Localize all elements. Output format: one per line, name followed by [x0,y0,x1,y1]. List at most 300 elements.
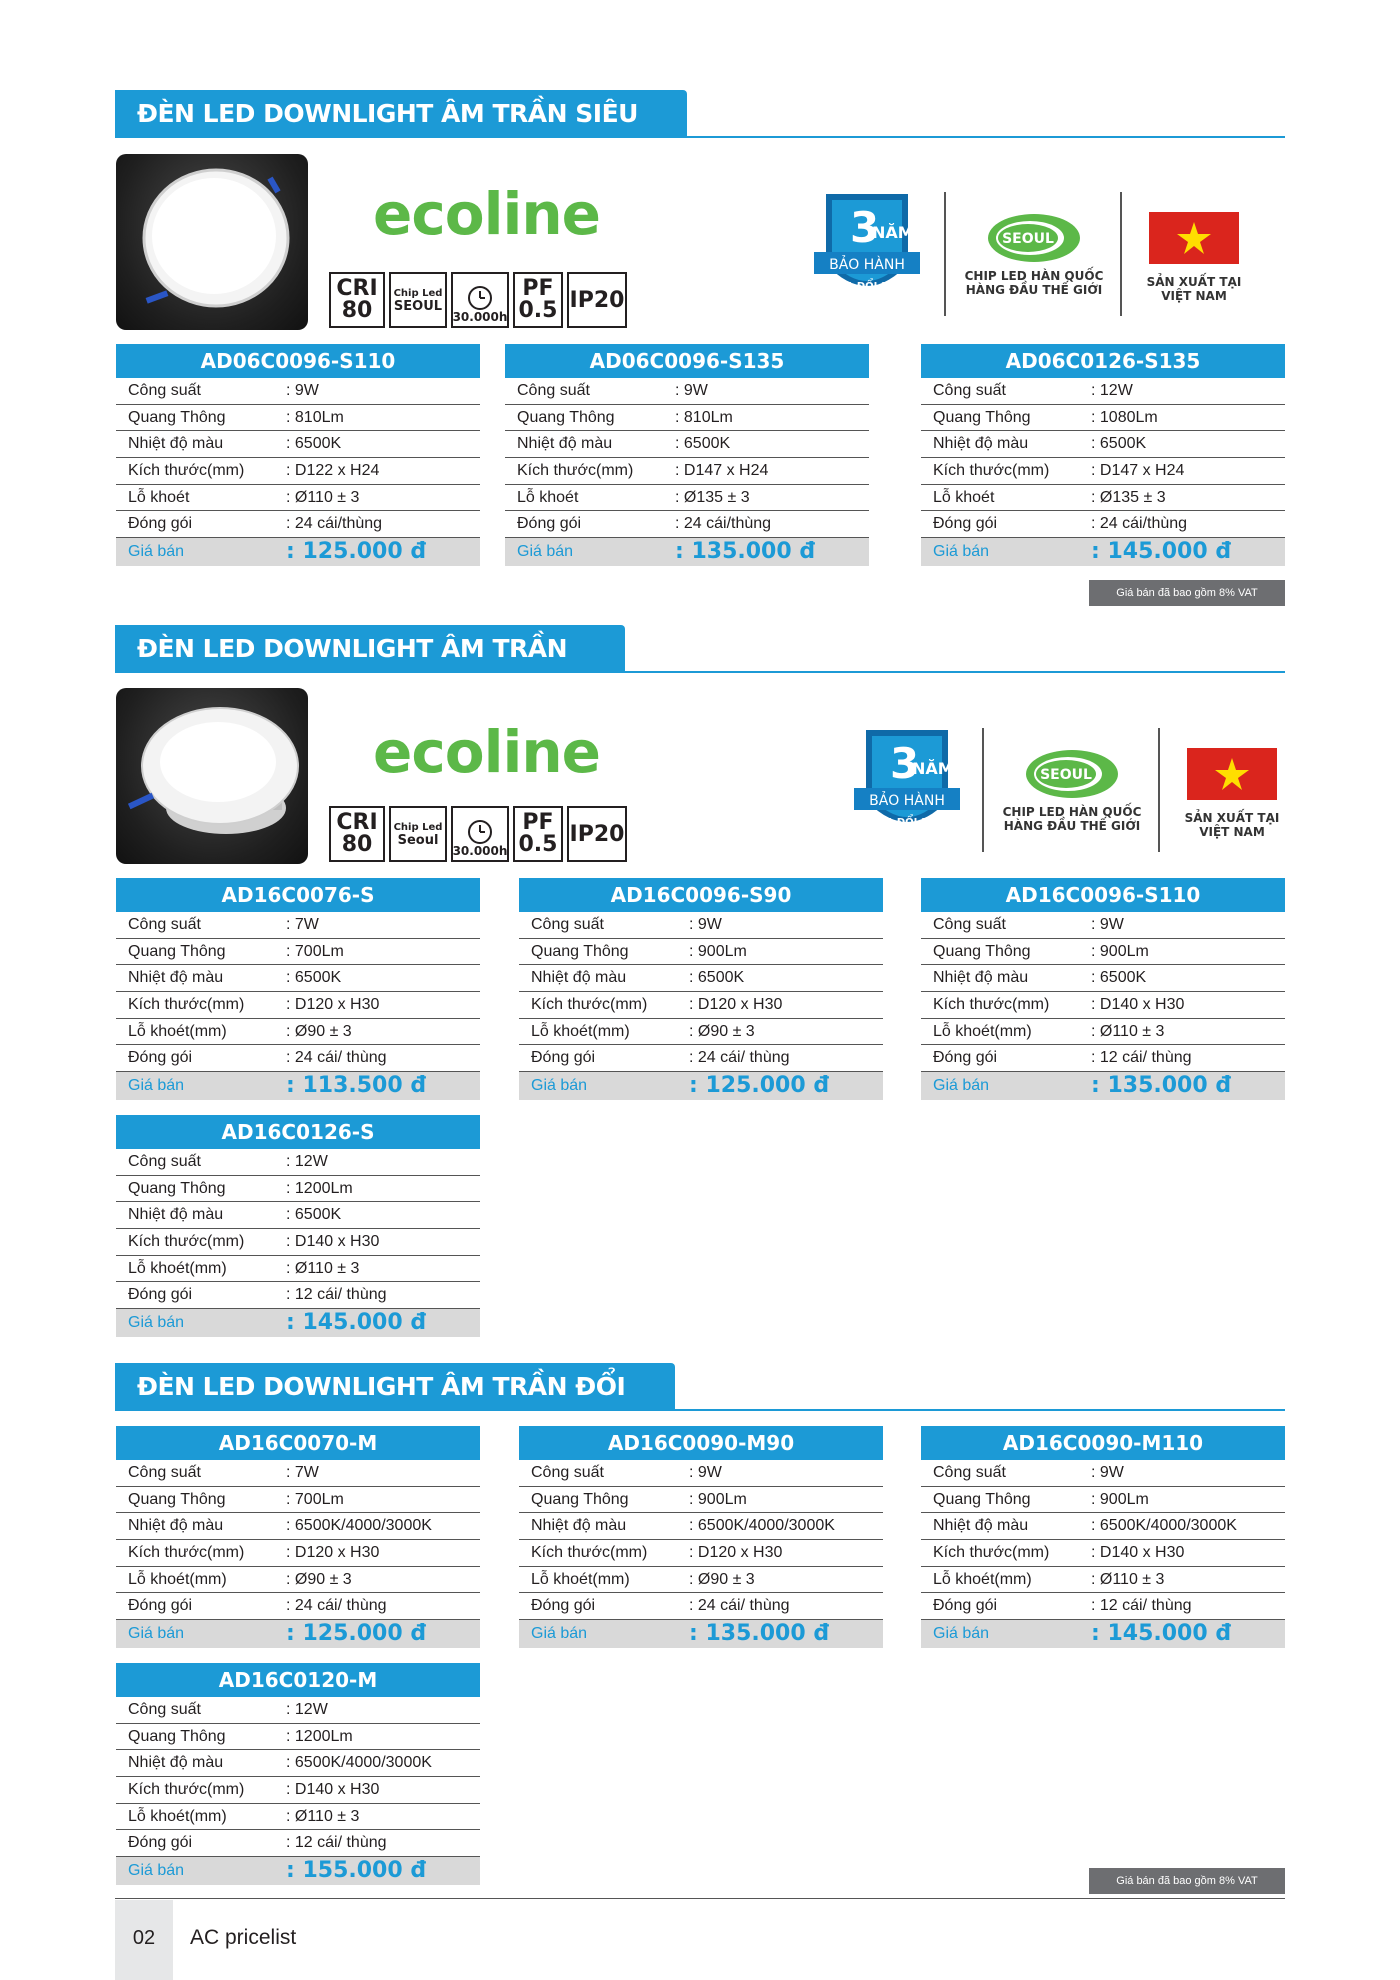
spec-label: Quang Thông [933,408,1031,426]
spec-row [116,1697,480,1724]
spec-label: Quang Thông [128,408,226,426]
section-header-ultra-thin [115,90,1285,140]
spec-value: : 7W [286,916,319,933]
spec-row [116,1750,480,1777]
spec-row [116,511,480,538]
spec-value: : 9W [675,382,708,399]
price-label: Giá bán [933,1077,990,1095]
spec-row [116,1149,480,1176]
spec-label: Lỗ khoét [933,488,995,506]
spec-row [116,405,480,432]
spec-row [116,485,480,512]
spec-row [116,1724,480,1751]
spec-row [116,965,480,992]
spec-row [921,912,1285,939]
price-row [116,1072,480,1100]
spec-value: : 24 cái/thùng [1091,515,1188,533]
spec-row [505,378,869,405]
spec-label: Kích thước(mm) [933,1544,1050,1562]
spec-label: Quang Thông [128,1179,226,1197]
spec-row [116,1045,480,1072]
spec-label: Lỗ khoét(mm) [128,1259,227,1277]
brand-logo-ecoline: ecoline [373,180,600,248]
spec-label: Quang Thông [933,942,1031,960]
spec-value: : 6500K/4000/3000K [286,1754,432,1772]
spec-value: : D147 x H24 [1091,462,1185,480]
price-row [116,1309,480,1337]
spec-row [921,405,1285,432]
spec-row [921,378,1285,405]
price-value: : 145.000 đ [1091,1621,1232,1647]
spec-row [921,458,1285,485]
spec-row [116,1256,480,1283]
spec-label: Kích thước(mm) [128,462,245,480]
price-value: : 155.000 đ [286,1858,427,1884]
spec-row [519,912,883,939]
product-card [116,344,480,566]
spec-value: : D120 x H30 [689,1544,783,1562]
spec-label: Kích thước(mm) [517,462,634,480]
price-label: Giá bán [128,1625,185,1643]
seoul-chip-block: SEOUL CHIP LED HÀN QUỐC HÀNG ĐẦU THẾ GIỚI [998,746,1146,833]
price-label: Giá bán [128,543,185,561]
svg-text:SEOUL: SEOUL [1002,231,1054,247]
lifetime-badge: 30.000h [451,806,509,862]
svg-text:NĂM: NĂM [872,223,914,242]
price-row [505,538,869,566]
vat-note: Giá bán đã bao gồm 8% VAT [1089,1868,1285,1894]
svg-text:• 1 ĐỔI 1 •: • 1 ĐỔI 1 • [876,817,938,828]
spec-value: : D120 x H30 [286,1544,380,1562]
spec-value: : Ø110 ± 3 [286,488,360,506]
clock-icon [467,285,493,311]
spec-label: Kích thước(mm) [933,996,1050,1014]
spec-label: Đóng gói [933,515,998,533]
spec-row [519,1593,883,1620]
spec-row [116,378,480,405]
spec-label: Đóng gói [933,1049,998,1067]
price-value: : 135.000 đ [1091,1073,1232,1099]
spec-row [519,992,883,1019]
spec-label: Kích thước(mm) [128,1544,245,1562]
spec-value: : Ø110 ± 3 [286,1259,360,1277]
section-underline [115,136,1285,138]
spec-label: Quang Thông [531,942,629,960]
seoul-chip-block: SEOUL CHIP LED HÀN QUỐC HÀNG ĐẦU THẾ GIỚI [960,210,1108,297]
spec-row [505,485,869,512]
spec-value: : Ø110 ± 3 [1091,1570,1165,1588]
spec-label: Nhiệt độ màu [128,1754,224,1772]
spec-value: : Ø90 ± 3 [286,1022,352,1040]
ip-badge: IP20 [567,272,627,328]
spec-row [116,1777,480,1804]
spec-value: : 6500K [1091,435,1147,453]
spec-value: : 24 cái/thùng [675,515,772,533]
spec-label: Công suất [517,382,590,399]
price-label: Giá bán [128,1314,185,1332]
spec-value: : 810Lm [675,408,733,426]
spec-value: : 24 cái/ thùng [286,1049,387,1067]
price-label: Giá bán [128,1862,185,1880]
spec-label: Đóng gói [128,1049,193,1067]
spec-row [519,1567,883,1594]
spec-value: : 12 cái/ thùng [1091,1597,1192,1615]
product-card [519,1426,883,1648]
product-photo-downlight [116,688,308,864]
product-code: AD16C0090-M90 [519,1426,883,1460]
price-value: : 135.000 đ [689,1621,830,1647]
cri-badge: CRI 80 [329,272,385,328]
spec-value: : 900Lm [1091,942,1149,960]
spec-row [921,1019,1285,1046]
spec-row [921,1460,1285,1487]
spec-label: Kích thước(mm) [128,996,245,1014]
product-card [921,1426,1285,1648]
spec-label: Kích thước(mm) [933,462,1050,480]
spec-value: : Ø135 ± 3 [1091,488,1166,506]
price-value: : 125.000 đ [286,1621,427,1647]
spec-label: Quang Thông [531,1490,629,1508]
spec-value: : 900Lm [689,942,747,960]
spec-value: : 6500K [675,435,731,453]
spec-row [921,1593,1285,1620]
price-value: : 145.000 đ [1091,539,1232,565]
spec-value: : Ø90 ± 3 [689,1022,755,1040]
section-title: ĐÈN LED DOWNLIGHT ÂM TRẦN ĐỔI [115,1363,675,1411]
price-label: Giá bán [933,543,990,561]
spec-row [519,1045,883,1072]
section-header-recessed [115,625,1285,675]
spec-row [519,939,883,966]
spec-label: Lỗ khoét(mm) [531,1570,630,1588]
spec-row [519,1487,883,1514]
price-row [116,538,480,566]
spec-row [116,939,480,966]
spec-label: Nhiệt độ màu [128,1206,224,1224]
price-row [921,538,1285,566]
spec-label: Đóng gói [128,1834,193,1852]
spec-icons [329,272,627,328]
spec-value: : 24 cái/thùng [286,515,383,533]
spec-label: Quang Thông [128,1490,226,1508]
svg-text:BẢO HÀNH: BẢO HÀNH [869,793,945,809]
pf-badge: PF 0.5 [513,806,563,862]
spec-label: Đóng gói [128,515,193,533]
spec-row [116,1229,480,1256]
spec-row [116,1513,480,1540]
spec-row [116,1176,480,1203]
spec-row [505,511,869,538]
spec-row [519,1019,883,1046]
spec-value: : D140 x H30 [286,1233,380,1251]
price-row [116,1857,480,1885]
spec-value: : 9W [1091,1464,1124,1481]
spec-row [505,431,869,458]
spec-value: : D140 x H30 [286,1781,380,1799]
section-underline [115,1409,1285,1411]
spec-label: Lỗ khoét(mm) [531,1022,630,1040]
spec-label: Đóng gói [128,1597,193,1615]
product-card [116,1115,480,1337]
spec-value: : 700Lm [286,1490,344,1508]
product-card [921,878,1285,1100]
spec-label: Lỗ khoét(mm) [933,1022,1032,1040]
spec-value: : 24 cái/ thùng [689,1049,790,1067]
spec-value: : Ø135 ± 3 [675,488,750,506]
spec-row [116,912,480,939]
spec-row [116,458,480,485]
spec-row [921,1487,1285,1514]
svg-text:SEOUL: SEOUL [1040,767,1092,783]
spec-row [116,1282,480,1309]
spec-value: : D122 x H24 [286,462,380,480]
spec-label: Kích thước(mm) [128,1233,245,1251]
spec-icons [329,806,627,862]
divider [982,728,984,852]
spec-label: Lỗ khoét [517,488,579,506]
spec-label: Nhiệt độ màu [933,969,1029,987]
product-code: AD16C0096-S110 [921,878,1285,912]
product-card [505,344,869,566]
product-code: AD06C0096-S110 [116,344,480,378]
spec-value: : 1080Lm [1091,408,1158,426]
spec-value: : 6500K [286,969,342,987]
shield-icon [812,190,922,310]
vat-note: Giá bán đã bao gồm 8% VAT [1089,580,1285,606]
price-label: Giá bán [933,1625,990,1643]
spec-value: : 12 cái/ thùng [286,1834,387,1852]
pf-badge: PF 0.5 [513,272,563,328]
spec-value: : 9W [689,916,722,933]
chip-led-badge: Chip Led SEOUL [389,272,447,328]
spec-row [519,1513,883,1540]
vietnam-made-block: SẢN XUẤT TẠI VIỆT NAM [1138,212,1250,303]
vietnam-flag-icon [1149,212,1239,264]
spec-row [116,1540,480,1567]
spec-label: Kích thước(mm) [531,1544,648,1562]
spec-row [519,965,883,992]
brand-logo-ecoline: ecoline [373,718,600,786]
spec-value: : 12W [286,1153,328,1170]
warranty-badge [852,726,962,846]
svg-text:• 1 ĐỔI 1 •: • 1 ĐỔI 1 • [836,281,898,292]
ip-badge: IP20 [567,806,627,862]
divider [1120,192,1122,316]
spec-label: Đóng gói [517,515,582,533]
spec-value: : 700Lm [286,942,344,960]
spec-value: : 9W [689,1464,722,1481]
seoul-logo-icon [984,210,1084,266]
spec-row [116,1830,480,1857]
price-row [921,1072,1285,1100]
product-code: AD16C0096-S90 [519,878,883,912]
svg-text:3: 3 [890,739,920,788]
clock-icon [467,819,493,845]
product-card [116,878,480,1100]
spec-row [921,485,1285,512]
product-code: AD16C0090-M110 [921,1426,1285,1460]
spec-value: : 6500K/4000/3000K [286,1517,432,1535]
spec-row [519,1460,883,1487]
spec-value: : 6500K [1091,969,1147,987]
spec-value: : 6500K/4000/3000K [689,1517,835,1535]
product-code: AD16C0076-S [116,878,480,912]
spec-value: : D140 x H30 [1091,996,1185,1014]
spec-label: Lỗ khoét(mm) [933,1570,1032,1588]
divider [944,192,946,316]
spec-value: : 810Lm [286,408,344,426]
svg-text:3: 3 [850,203,880,252]
spec-row [505,458,869,485]
price-value: : 125.000 đ [689,1073,830,1099]
price-label: Giá bán [128,1077,185,1095]
spec-value: : 6500K [689,969,745,987]
spec-value: : 6500K/4000/3000K [1091,1517,1237,1535]
spec-label: Nhiệt độ màu [517,435,613,453]
spec-row [116,1019,480,1046]
spec-label: Nhiệt độ màu [128,969,224,987]
spec-row [921,1045,1285,1072]
page-number: 02 [115,1900,173,1980]
spec-label: Quang Thông [933,1490,1031,1508]
spec-label: Nhiệt độ màu [531,1517,627,1535]
spec-row [116,1804,480,1831]
spec-label: Công suất [933,1464,1006,1481]
price-row [116,1620,480,1648]
spec-row [116,1593,480,1620]
spec-row [921,1540,1285,1567]
spec-label: Công suất [128,1701,201,1718]
price-label: Giá bán [531,1077,588,1095]
spec-value: : D147 x H24 [675,462,769,480]
spec-row [921,1513,1285,1540]
price-row [921,1620,1285,1648]
spec-value: : 6500K [286,435,342,453]
section-title: ĐÈN LED DOWNLIGHT ÂM TRẦN [115,625,625,673]
spec-value: : 900Lm [689,1490,747,1508]
spec-label: Lỗ khoét(mm) [128,1570,227,1588]
spec-label: Nhiệt độ màu [128,1517,224,1535]
spec-value: : 900Lm [1091,1490,1149,1508]
price-value: : 113.500 đ [286,1073,427,1099]
spec-value: : Ø110 ± 3 [1091,1022,1165,1040]
spec-value: : Ø90 ± 3 [286,1570,352,1588]
spec-label: Quang Thông [128,942,226,960]
footer-title: AC pricelist [190,1926,297,1949]
seoul-logo-icon [1022,746,1122,802]
product-card [116,1426,480,1648]
spec-value: : D120 x H30 [689,996,783,1014]
spec-row [116,1567,480,1594]
spec-label: Lỗ khoét(mm) [128,1022,227,1040]
product-photo-slim-panel [116,154,308,330]
price-row [519,1620,883,1648]
spec-label: Công suất [128,382,201,399]
warranty-badge [812,190,922,310]
section-title: ĐÈN LED DOWNLIGHT ÂM TRẦN SIÊU [115,90,687,138]
product-card [116,1663,480,1885]
spec-label: Lỗ khoét [128,488,190,506]
chip-led-badge: Chip Led Seoul [389,806,447,862]
spec-value: : 24 cái/ thùng [689,1597,790,1615]
spec-label: Nhiệt độ màu [531,969,627,987]
spec-label: Nhiệt độ màu [933,1517,1029,1535]
product-card [519,878,883,1100]
spec-value: : 9W [1091,916,1124,933]
spec-row [116,992,480,1019]
product-code: AD16C0126-S [116,1115,480,1149]
spec-value: : 1200Lm [286,1727,353,1745]
spec-label: Đóng gói [531,1049,596,1067]
spec-row [921,511,1285,538]
spec-value: : 6500K [286,1206,342,1224]
spec-label: Công suất [128,916,201,933]
spec-label: Nhiệt độ màu [128,435,224,453]
section-header-color-change [115,1363,1285,1413]
spec-label: Lỗ khoét(mm) [128,1807,227,1825]
spec-label: Quang Thông [517,408,615,426]
spec-label: Kích thước(mm) [531,996,648,1014]
price-value: : 145.000 đ [286,1310,427,1336]
spec-value: : 12W [1091,382,1133,399]
spec-label: Kích thước(mm) [128,1781,245,1799]
spec-value: : 12 cái/ thùng [1091,1049,1192,1067]
spec-row [505,405,869,432]
spec-row [921,992,1285,1019]
vietnam-made-block: SẢN XUẤT TẠI VIỆT NAM [1176,748,1288,839]
spec-row [921,1567,1285,1594]
spec-value: : 9W [286,382,319,399]
spec-row [116,431,480,458]
spec-label: Nhiệt độ màu [933,435,1029,453]
spec-row [116,1202,480,1229]
spec-row [519,1540,883,1567]
spec-row [116,1487,480,1514]
product-code: AD06C0126-S135 [921,344,1285,378]
price-label: Giá bán [517,543,574,561]
price-value: : 125.000 đ [286,539,427,565]
product-card [921,344,1285,566]
spec-label: Công suất [933,382,1006,399]
spec-label: Đóng gói [128,1286,193,1304]
spec-value: : 12W [286,1701,328,1718]
spec-value: : Ø110 ± 3 [286,1807,360,1825]
price-row [519,1072,883,1100]
spec-label: Công suất [128,1464,201,1481]
price-label: Giá bán [531,1625,588,1643]
spec-value: : D120 x H30 [286,996,380,1014]
spec-label: Công suất [531,1464,604,1481]
section-underline [115,671,1285,673]
spec-label: Quang Thông [128,1727,226,1745]
product-code: AD16C0070-M [116,1426,480,1460]
shield-icon [852,726,962,846]
cri-badge: CRI 80 [329,806,385,862]
vietnam-flag-icon [1187,748,1277,800]
product-code: AD06C0096-S135 [505,344,869,378]
spec-label: Công suất [531,916,604,933]
svg-text:BẢO HÀNH: BẢO HÀNH [829,257,905,273]
spec-row [116,1460,480,1487]
spec-row [921,939,1285,966]
product-code: AD16C0120-M [116,1663,480,1697]
spec-value: : 7W [286,1464,319,1481]
spec-value: : 12 cái/ thùng [286,1286,387,1304]
spec-label: Đóng gói [531,1597,596,1615]
price-value: : 135.000 đ [675,539,816,565]
spec-row [921,431,1285,458]
spec-label: Công suất [128,1153,201,1170]
